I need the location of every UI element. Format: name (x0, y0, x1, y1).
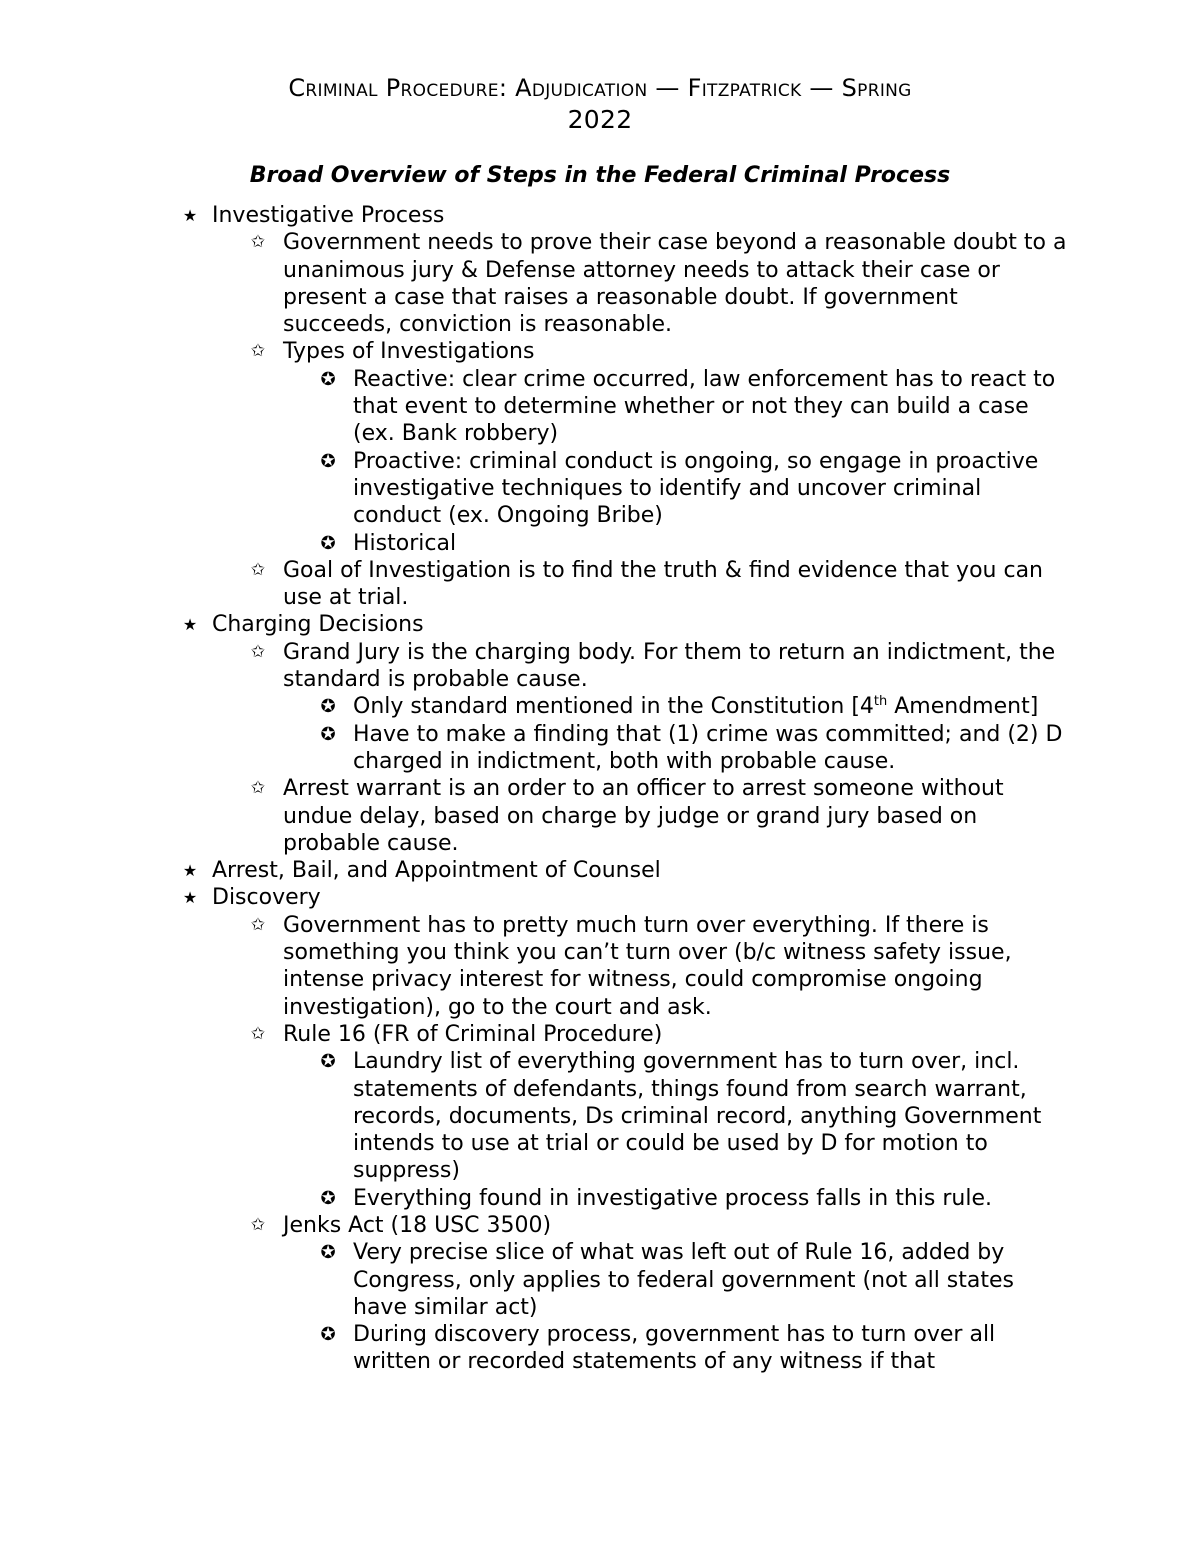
item-text: Charging Decisions (212, 612, 424, 638)
star-outline-bullet-icon: ✩ (250, 641, 266, 662)
list-item (320, 1185, 1073, 1212)
star-outline-bullet-icon: ✩ (250, 914, 266, 935)
item-text: Reactive: clear crime occurred, law enforcement has to react to that event to determine whether or not they can build a case (ex. Bank robbery) (353, 366, 1056, 447)
item-text: Have to make a finding that (1) crime was committed; and (2) D charged in indictment, both with probable cause. (353, 721, 1063, 774)
item-text: Government has to pretty much turn over everything. If there is something you think you can’t turn over (b/c witness safety issue, intense privacy interest for witness, could compromise ongoing investigation), go to the court and ask. (283, 912, 1012, 1020)
item-text: Arrest, Bail, and Appointment of Counsel (212, 858, 661, 884)
star-outline-bullet-icon: ✩ (250, 1214, 266, 1235)
item-text: Very precise slice of what was left out of Rule 16, added by Congress, only applies to federal government (not all states have similar act) (353, 1240, 1014, 1320)
circled-star-bullet-icon: ✪ (320, 450, 336, 472)
circled-star-bullet-icon: ✪ (320, 1324, 336, 1346)
list-item (250, 1021, 1073, 1048)
circled-star-bullet-icon: ✪ (320, 723, 336, 745)
item-text: Jenks Act (18 USC 3500) (283, 1212, 552, 1238)
item-text: Investigative Process (212, 203, 445, 228)
star-bullet-icon: ★ (182, 206, 198, 225)
list-item (320, 1321, 1073, 1376)
list-item (320, 366, 1073, 448)
item-text: Everything found in investigative process falls in this rule. (353, 1185, 992, 1211)
item-text: Goal of Investigation is to find the truth & find evidence that you can use at trial. (283, 557, 1043, 611)
star-outline-bullet-icon: ✩ (250, 341, 266, 362)
list-item (182, 611, 1072, 638)
item-text: Proactive: criminal conduct is ongoing, so engage in proactive investigative techniques to identify and uncover criminal conduct (ex. Ongoing Bribe) (353, 448, 1039, 529)
item-text: Arrest warrant is an order to an officer to arrest someone without undue delay, based on charge by judge or grand jury based on probable cause. (283, 776, 1004, 856)
item-text: Discovery (212, 885, 321, 911)
item-text: Types of Investigations (283, 339, 535, 365)
item-text: Only standard mentioned in the Constitution [4th Amendment] (353, 694, 1039, 720)
circled-star-bullet-icon: ✪ (320, 1051, 336, 1073)
circled-star-bullet-icon: ✪ (320, 368, 336, 390)
list-item (250, 775, 1073, 857)
item-text: Government needs to prove their case beyond a reasonable doubt to a unanimous jury & Defense attorney needs to attack their case or present a case that raises a reasonable doubt. If government succeeds, conviction is reasonable. (283, 230, 1067, 338)
circled-star-bullet-icon: ✪ (320, 1242, 336, 1264)
item-text: During discovery process, government has to turn over all written or recorded statements of any witness if that (353, 1322, 996, 1375)
circled-star-bullet-icon: ✪ (320, 1187, 336, 1209)
star-outline-bullet-icon: ✩ (250, 1023, 266, 1044)
list-item (320, 448, 1073, 530)
star-outline-bullet-icon: ✩ (250, 232, 266, 253)
star-bullet-icon: ★ (182, 888, 198, 908)
list-item (250, 639, 1073, 694)
star-outline-bullet-icon: ✩ (250, 559, 266, 580)
star-outline-bullet-icon: ✩ (250, 778, 266, 799)
item-text: Laundry list of everything government has to turn over, incl. statements of defendants, things found from search warrant, records, documents, Ds criminal record, anything Government intends to use at trial or could be used by D for motion to suppress) (353, 1049, 1042, 1184)
list-item (182, 857, 1072, 884)
ordinal-superscript: th (873, 694, 888, 710)
document-title (120, 72, 1080, 136)
list-item (320, 693, 1073, 720)
title-year: 2022 (567, 105, 633, 134)
list-item (250, 557, 1073, 612)
title-main: Criminal Procedure: Adjudication — Fitzpatrick — Spring (288, 74, 912, 102)
list-item (250, 912, 1073, 1021)
star-bullet-icon: ★ (182, 615, 198, 635)
list-item (320, 721, 1073, 776)
outline (0, 202, 1200, 1376)
list-item (320, 530, 1073, 557)
list-item (320, 1239, 1073, 1321)
star-bullet-icon: ★ (182, 861, 198, 881)
circled-star-bullet-icon: ✪ (320, 696, 336, 718)
circled-star-bullet-icon: ✪ (320, 532, 336, 554)
item-text: Rule 16 (FR of Criminal Procedure) (283, 1021, 663, 1047)
section-heading: Broad Overview of Steps in the Federal Criminal Process (249, 163, 951, 188)
list-item (320, 1048, 1073, 1184)
list-item (182, 884, 1072, 911)
list-item (250, 229, 1073, 338)
list-item (250, 1212, 1073, 1239)
list-item (250, 338, 1073, 365)
item-text: Grand Jury is the charging body. For them to return an indictment, the standard is probable cause. (283, 639, 1056, 693)
list-item (182, 202, 1072, 229)
item-text: Historical (353, 530, 457, 556)
